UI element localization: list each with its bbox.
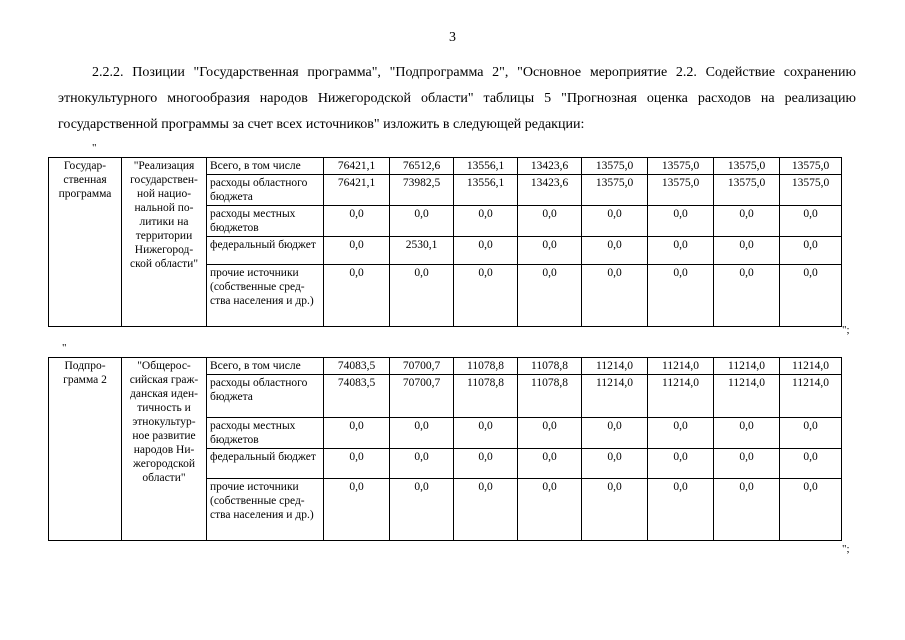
value-cell: 13575,0 xyxy=(582,158,648,175)
value-cell: 73982,5 xyxy=(390,175,454,206)
value-cell: 0,0 xyxy=(518,206,582,237)
value-cell: 11078,8 xyxy=(518,358,582,375)
value-cell: 13575,0 xyxy=(582,175,648,206)
value-cell: 11214,0 xyxy=(582,358,648,375)
value-cell: 0,0 xyxy=(780,206,842,237)
close-quote-1: "; xyxy=(842,324,850,336)
source-label-cell: прочие источники (собственные сред-ства населения и др.) xyxy=(207,479,324,541)
value-cell: 11078,8 xyxy=(518,375,582,418)
value-cell: 0,0 xyxy=(454,206,518,237)
value-cell: 0,0 xyxy=(454,449,518,479)
value-cell: 13575,0 xyxy=(714,175,780,206)
source-label-cell: расходы местных бюджетов xyxy=(207,418,324,449)
value-cell: 0,0 xyxy=(390,265,454,327)
value-cell: 0,0 xyxy=(648,449,714,479)
value-cell: 0,0 xyxy=(454,479,518,541)
value-cell: 0,0 xyxy=(582,206,648,237)
value-cell: 13423,6 xyxy=(518,175,582,206)
source-label-cell: расходы областного бюджета xyxy=(207,375,324,418)
page-number: 3 xyxy=(449,30,456,45)
value-cell: 11214,0 xyxy=(648,358,714,375)
value-cell: 76421,1 xyxy=(324,158,390,175)
source-label-cell: Всего, в том числе xyxy=(207,158,324,175)
value-cell: 0,0 xyxy=(648,265,714,327)
source-label-cell: федеральный бюджет xyxy=(207,237,324,265)
value-cell: 0,0 xyxy=(518,418,582,449)
value-cell: 0,0 xyxy=(518,237,582,265)
value-cell: 0,0 xyxy=(648,479,714,541)
value-cell: 0,0 xyxy=(714,449,780,479)
value-cell: 0,0 xyxy=(780,265,842,327)
value-cell: 0,0 xyxy=(648,237,714,265)
value-cell: 0,0 xyxy=(780,418,842,449)
value-cell: 2530,1 xyxy=(390,237,454,265)
value-cell: 0,0 xyxy=(582,237,648,265)
value-cell: 0,0 xyxy=(714,479,780,541)
value-cell: 13575,0 xyxy=(780,175,842,206)
value-cell: 0,0 xyxy=(780,237,842,265)
value-cell: 13575,0 xyxy=(714,158,780,175)
value-cell: 0,0 xyxy=(518,479,582,541)
value-cell: 0,0 xyxy=(780,449,842,479)
value-cell: 13556,1 xyxy=(454,175,518,206)
value-cell: 13556,1 xyxy=(454,158,518,175)
value-cell: 13423,6 xyxy=(518,158,582,175)
value-cell: 0,0 xyxy=(518,265,582,327)
close-quote-2: "; xyxy=(842,543,850,555)
value-cell: 0,0 xyxy=(390,449,454,479)
value-cell: 11214,0 xyxy=(714,358,780,375)
value-cell: 0,0 xyxy=(714,265,780,327)
value-cell: 0,0 xyxy=(324,479,390,541)
value-cell: 0,0 xyxy=(454,265,518,327)
status-cell: Подпро-грамма 2 xyxy=(49,358,122,541)
body-paragraph: 2.2.2. Позиции "Государственная программа", "Подпрограмма 2", "Основное мероприятие 2.2. Содействие сохранению этнокультурного многообразия народов Нижегородской области" таблицы 5 "Прогнозная оценка расходов на реализацию государственной программы за счет всех источников" изложить в следующей редакции: xyxy=(58,65,856,132)
value-cell: 11214,0 xyxy=(780,358,842,375)
value-cell: 0,0 xyxy=(714,206,780,237)
budget-table-program xyxy=(48,157,842,327)
value-cell: 11214,0 xyxy=(648,375,714,418)
value-cell: 74083,5 xyxy=(324,375,390,418)
value-cell: 0,0 xyxy=(324,449,390,479)
source-label-cell: федеральный бюджет xyxy=(207,449,324,479)
value-cell: 0,0 xyxy=(714,418,780,449)
value-cell: 0,0 xyxy=(324,237,390,265)
value-cell: 11214,0 xyxy=(780,375,842,418)
value-cell: 0,0 xyxy=(454,418,518,449)
value-cell: 0,0 xyxy=(582,265,648,327)
value-cell: 11078,8 xyxy=(454,375,518,418)
value-cell: 13575,0 xyxy=(780,158,842,175)
value-cell: 0,0 xyxy=(714,237,780,265)
value-cell: 76421,1 xyxy=(324,175,390,206)
value-cell: 70700,7 xyxy=(390,358,454,375)
value-cell: 0,0 xyxy=(390,206,454,237)
source-label-cell: прочие источники (собственные сред-ства населения и др.) xyxy=(207,265,324,327)
status-cell: Государ-ственная программа xyxy=(49,158,122,327)
value-cell: 13575,0 xyxy=(648,175,714,206)
value-cell: 76512,6 xyxy=(390,158,454,175)
value-cell: 0,0 xyxy=(582,418,648,449)
value-cell: 11214,0 xyxy=(714,375,780,418)
value-cell: 0,0 xyxy=(324,418,390,449)
value-cell: 0,0 xyxy=(780,479,842,541)
table-row xyxy=(49,358,842,375)
value-cell: 0,0 xyxy=(390,418,454,449)
value-cell: 0,0 xyxy=(324,265,390,327)
value-cell: 0,0 xyxy=(648,418,714,449)
value-cell: 0,0 xyxy=(582,449,648,479)
value-cell: 0,0 xyxy=(390,479,454,541)
value-cell: 74083,5 xyxy=(324,358,390,375)
value-cell: 0,0 xyxy=(454,237,518,265)
value-cell: 13575,0 xyxy=(648,158,714,175)
budget-table-subprogram xyxy=(48,357,842,541)
source-label-cell: расходы областного бюджета xyxy=(207,175,324,206)
value-cell: 0,0 xyxy=(324,206,390,237)
value-cell: 11078,8 xyxy=(454,358,518,375)
value-cell: 70700,7 xyxy=(390,375,454,418)
name-cell: "Общерос-сийская граж-данская иден-тичность и этнокультур-ное развитие народов Ни-жегородской области" xyxy=(122,358,207,541)
open-quote-1: " xyxy=(92,142,97,154)
value-cell: 0,0 xyxy=(518,449,582,479)
value-cell: 0,0 xyxy=(582,479,648,541)
source-label-cell: Всего, в том числе xyxy=(207,358,324,375)
open-quote-2: " xyxy=(62,342,67,354)
name-cell: "Реализация государствен-ной нацио-нальной по-литики на территории Нижегород-ской области" xyxy=(122,158,207,327)
value-cell: 11214,0 xyxy=(582,375,648,418)
source-label-cell: расходы местных бюджетов xyxy=(207,206,324,237)
table-row xyxy=(49,158,842,175)
value-cell: 0,0 xyxy=(648,206,714,237)
